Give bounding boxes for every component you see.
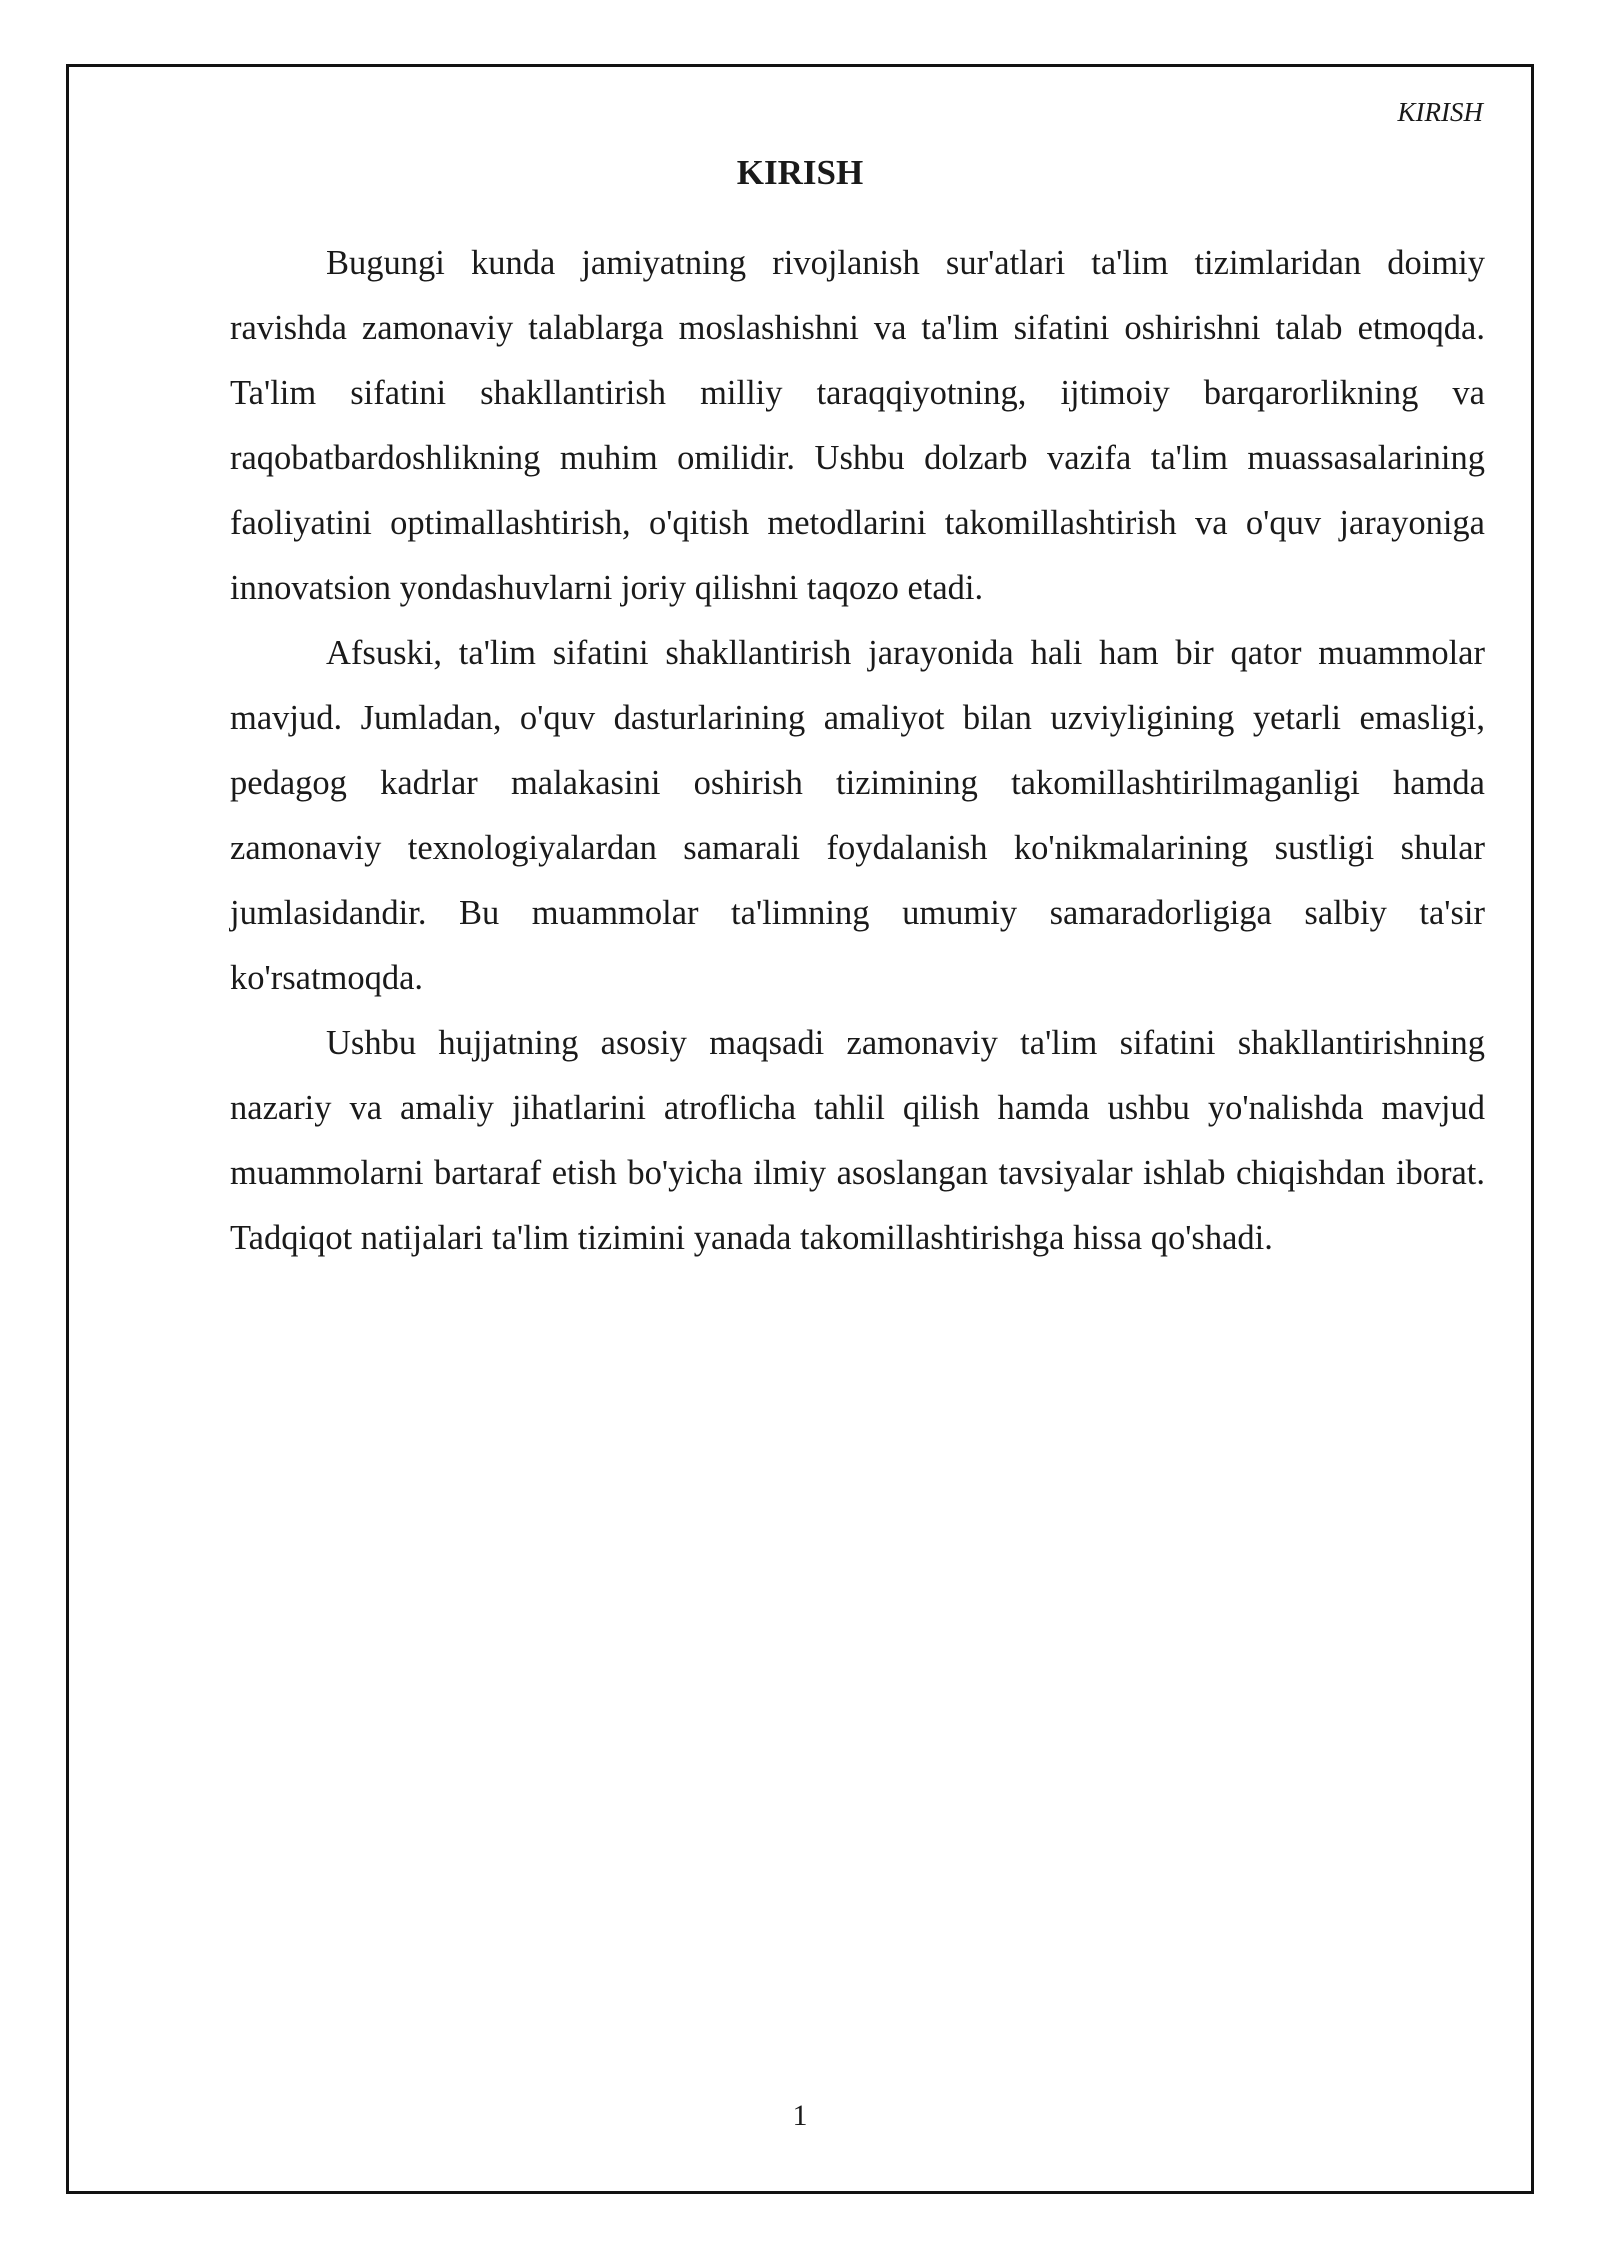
body-text (230, 231, 1485, 1271)
running-header: KIRISH (1397, 97, 1483, 127)
paragraph-1: Bugungi kunda jamiyatning rivojlanish sur'atlari ta'lim tizimlaridan doimiy ravishda zamonaviy talablarga moslashishni va ta'lim sifatini oshirishni talab etmoqda. Ta'lim sifatini shakllantirish milliy taraqqiyotning, ijtimoiy barqarorlikning va raqobatbardoshlikning muhim omilidir. Ushbu dolzarb vazifa ta'lim muassasalarining faoliyatini optimallashtirish, o'qitish metodlarini takomillashtirish va o'quv jarayoniga innovatsion yondashuvlarni joriy qilishni taqozo etadi. (230, 244, 1485, 607)
paragraph-3: Ushbu hujjatning asosiy maqsadi zamonaviy ta'lim sifatini shakllantirishning nazariy va amaliy jihatlarini atroflicha tahlil qilish hamda ushbu yo'nalishda mavjud muammolarni bartaraf etish bo'yicha ilmiy asoslangan tavsiyalar ishlab chiqishdan iborat. Tadqiqot natijalari ta'lim tizimini yanada takomillashtirishga hissa qo'shadi. (230, 1024, 1485, 1257)
page-frame (66, 64, 1534, 2194)
page-number: 1 (792, 2099, 808, 2132)
page-title: KIRISH (736, 153, 864, 192)
paragraph-2: Afsuski, ta'lim sifatini shakllantirish jarayonida hali ham bir qator muammolar mavjud. Jumladan, o'quv dasturlarining amaliyot bilan uzviyligining yetarli emasligi, pedagog kadrlar malakasini oshirish tizimining takomillashtirilmaganligi hamda zamonaviy texnologiyalardan samarali foydalanish ko'nikmalarining sustligi shular jumlasidandir. Bu muammolar ta'limning umumiy samaradorligiga salbiy ta'sir ko'rsatmoqda. (230, 634, 1485, 997)
